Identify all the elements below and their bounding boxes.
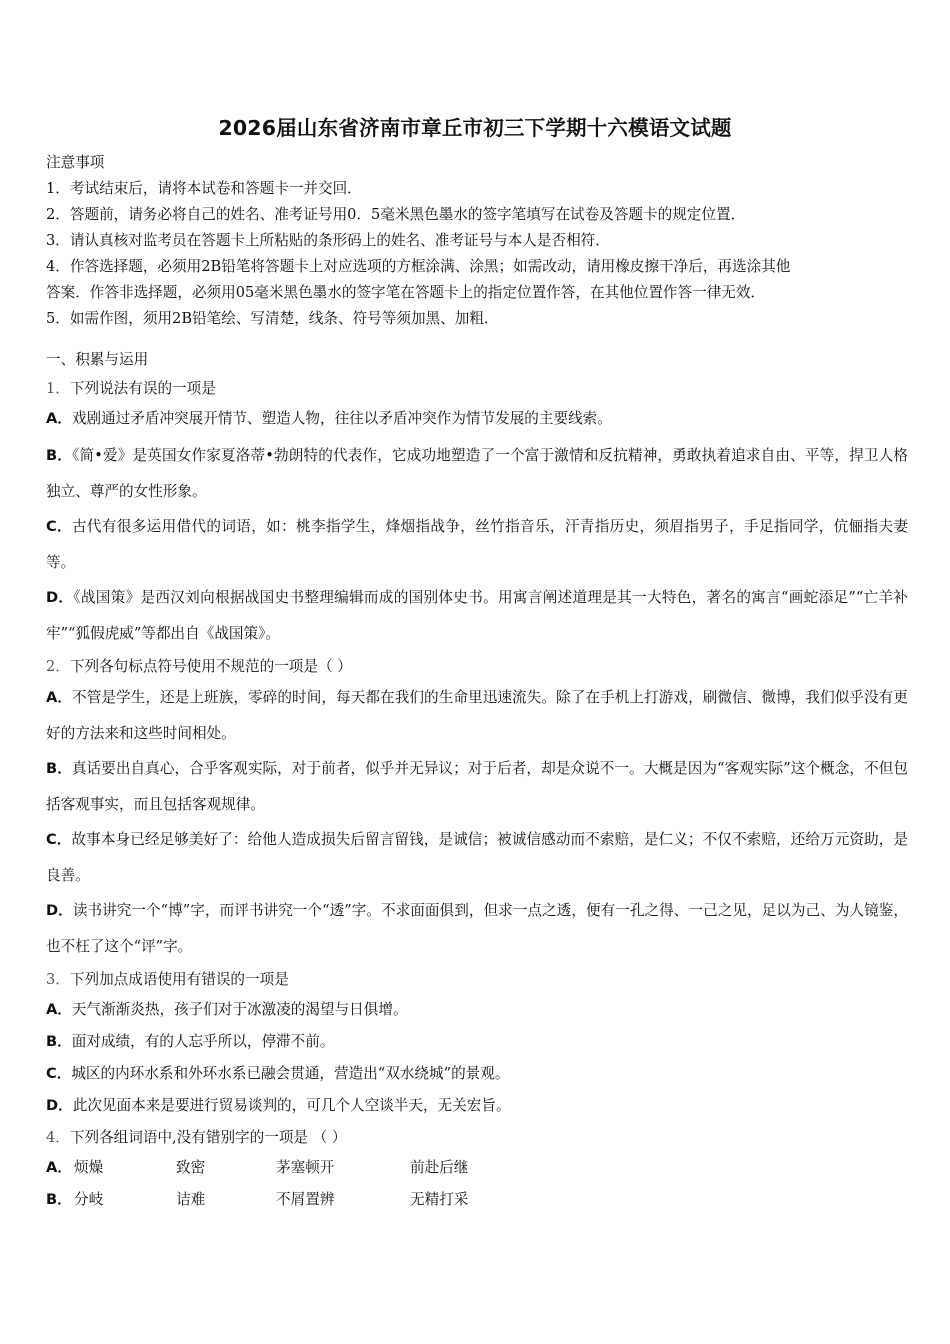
option-d — [46, 893, 908, 964]
question-4-stem — [46, 1125, 908, 1151]
question-number: 4． — [46, 1129, 70, 1146]
question-number: 1． — [46, 380, 70, 397]
option-b — [46, 1187, 908, 1213]
notice-item: 4．作答选择题，必须用2B铅笔将答题卡上对应选项的方框涂满、涂黑；如需改动，请用橡皮擦干净后，再选涂其他 — [46, 258, 791, 275]
notice-block — [46, 150, 916, 332]
option-label: B． — [46, 760, 72, 777]
option-word: 前赴后继 — [410, 1159, 469, 1176]
option-word: 分岐 — [74, 1191, 104, 1208]
option-label: B． — [46, 1033, 72, 1050]
option-b — [46, 438, 908, 509]
option-text: 《简•爱》是英国女作家夏洛蒂•勃朗特的代表作，它成功地塑造了一个富于激情和反抗精神，勇敢执着追求自由、平等，捍卫人格独立、尊严的女性形象。 — [46, 447, 909, 500]
option-a — [46, 1155, 908, 1181]
option-text: 面对成绩，有的人忘乎所以，停滞不前。 — [71, 1033, 335, 1050]
option-label: A． — [46, 1159, 72, 1176]
option-text: 真话要出自真心，合乎客观实际，对于前者，似乎并无异议；对于后者，却是众说不一。大概是因为“客观实际”这个概念，不但包括客观事实，而且包括客观规律。 — [46, 760, 908, 813]
notice-item: 答案．作答非选择题，必须用05毫米黑色墨水的签字笔在答题卡上的指定位置作答，在其他位置作答一律无效． — [46, 284, 766, 301]
option-label: B． — [46, 447, 73, 464]
option-label: A． — [46, 1001, 72, 1018]
option-label: B． — [46, 1191, 72, 1208]
section-heading: 一、积累与运用 — [46, 351, 149, 368]
option-word: 诘难 — [176, 1191, 206, 1208]
notice-item: 3．请认真核对监考员在答题卡上所粘贴的条形码上的姓名、准考证号与本人是否相符． — [46, 232, 610, 249]
option-b — [46, 751, 908, 822]
notice-item: 1．考试结束后，请将本试卷和答题卡一并交回． — [46, 180, 362, 197]
option-a — [46, 680, 908, 751]
option-label: C． — [46, 831, 72, 848]
option-label: D． — [46, 1097, 73, 1114]
questions-area — [46, 347, 908, 1219]
question-number: 3． — [46, 971, 70, 988]
option-word: 无精打采 — [410, 1191, 469, 1208]
option-label: A． — [46, 689, 73, 706]
option-text: 古代有很多运用借代的词语，如：桃李指学生，烽烟指战争，丝竹指音乐，汗青指历史，须眉指男子，手足指同学，伉俪指夫妻等。 — [46, 518, 908, 571]
option-text: 戏剧通过矛盾冲突展开情节、塑造人物，往往以矛盾冲突作为情节发展的主要线索。 — [71, 410, 612, 427]
option-a — [46, 997, 908, 1023]
option-label: D． — [46, 902, 73, 919]
option-text: 城区的内环水系和外环水系已融会贯通，营造出“双水绕城”的景观。 — [71, 1065, 510, 1082]
question-text: 下列各句标点符号使用不规范的一项是（ ） — [69, 658, 352, 675]
question-text: 下列各组词语中,没有错别字的一项是 （ ） — [69, 1129, 347, 1146]
option-c — [46, 509, 908, 580]
option-b — [46, 1029, 908, 1055]
option-c — [46, 1061, 908, 1087]
option-a — [46, 406, 908, 432]
option-word: 烦燥 — [74, 1159, 104, 1176]
exam-title: 2026届山东省济南市章丘市初三下学期十六模语文试题 — [218, 116, 732, 140]
question-text: 下列说法有误的一项是 — [69, 380, 216, 397]
option-word: 不屑置辨 — [276, 1191, 335, 1208]
question-3-stem — [46, 967, 908, 993]
question-1-stem — [46, 376, 908, 402]
option-label: D． — [46, 589, 74, 606]
option-d — [46, 1093, 908, 1119]
option-word: 茅塞顿开 — [276, 1159, 335, 1176]
notice-heading: 注意事项 — [46, 154, 105, 171]
option-label: A． — [46, 410, 72, 427]
option-text: 《战国策》是西汉刘向根据战国史书整理编辑而成的国别体史书。用寓言阐述道理是其一大特色，著名的寓言“画蛇添足”“亡羊补牢”“狐假虎威”等都出自《战国策》。 — [46, 589, 908, 642]
option-text: 此次见面本来是要进行贸易谈判的，可几个人空谈半天，无关宏旨。 — [72, 1097, 511, 1114]
option-text: 天气渐渐炎热，孩子们对于冰激凌的渴望与日俱增。 — [71, 1001, 408, 1018]
notice-item: 2．答题前，请务必将自己的姓名、准考证号用0．5毫米黑色墨水的签字笔填写在试卷及答题卡的规定位置． — [46, 206, 746, 223]
option-d — [46, 580, 908, 651]
option-label: C． — [46, 518, 72, 535]
question-text: 下列加点成语使用有错误的一项是 — [69, 971, 289, 988]
question-number: 2． — [46, 658, 70, 675]
option-text: 读书讲究一个“博”字，而评书讲究一个“透”字。不求面面俱到，但求一点之透，便有一孔之得、一己之见，足以为己、为人镜鉴，也不枉了这个“评”字。 — [46, 902, 908, 955]
option-label: C． — [46, 1065, 72, 1082]
option-word: 致密 — [176, 1159, 206, 1176]
option-text: 不管是学生，还是上班族，零碎的时间，每天都在我们的生命里迅速流失。除了在手机上打游戏，刷微信、微博，我们似乎没有更好的方法来和这些时间相处。 — [46, 689, 908, 742]
option-c — [46, 822, 908, 893]
notice-item: 5．如需作图，须用2B铅笔绘、写清楚，线条、符号等须加黑、加粗． — [46, 310, 499, 327]
question-2-stem — [46, 654, 908, 680]
option-text: 故事本身已经足够美好了：给他人造成损失后留言留钱，是诚信；被诚信感动而不索赔，是仁义；不仅不索赔，还给万元资助，是良善。 — [46, 831, 908, 884]
